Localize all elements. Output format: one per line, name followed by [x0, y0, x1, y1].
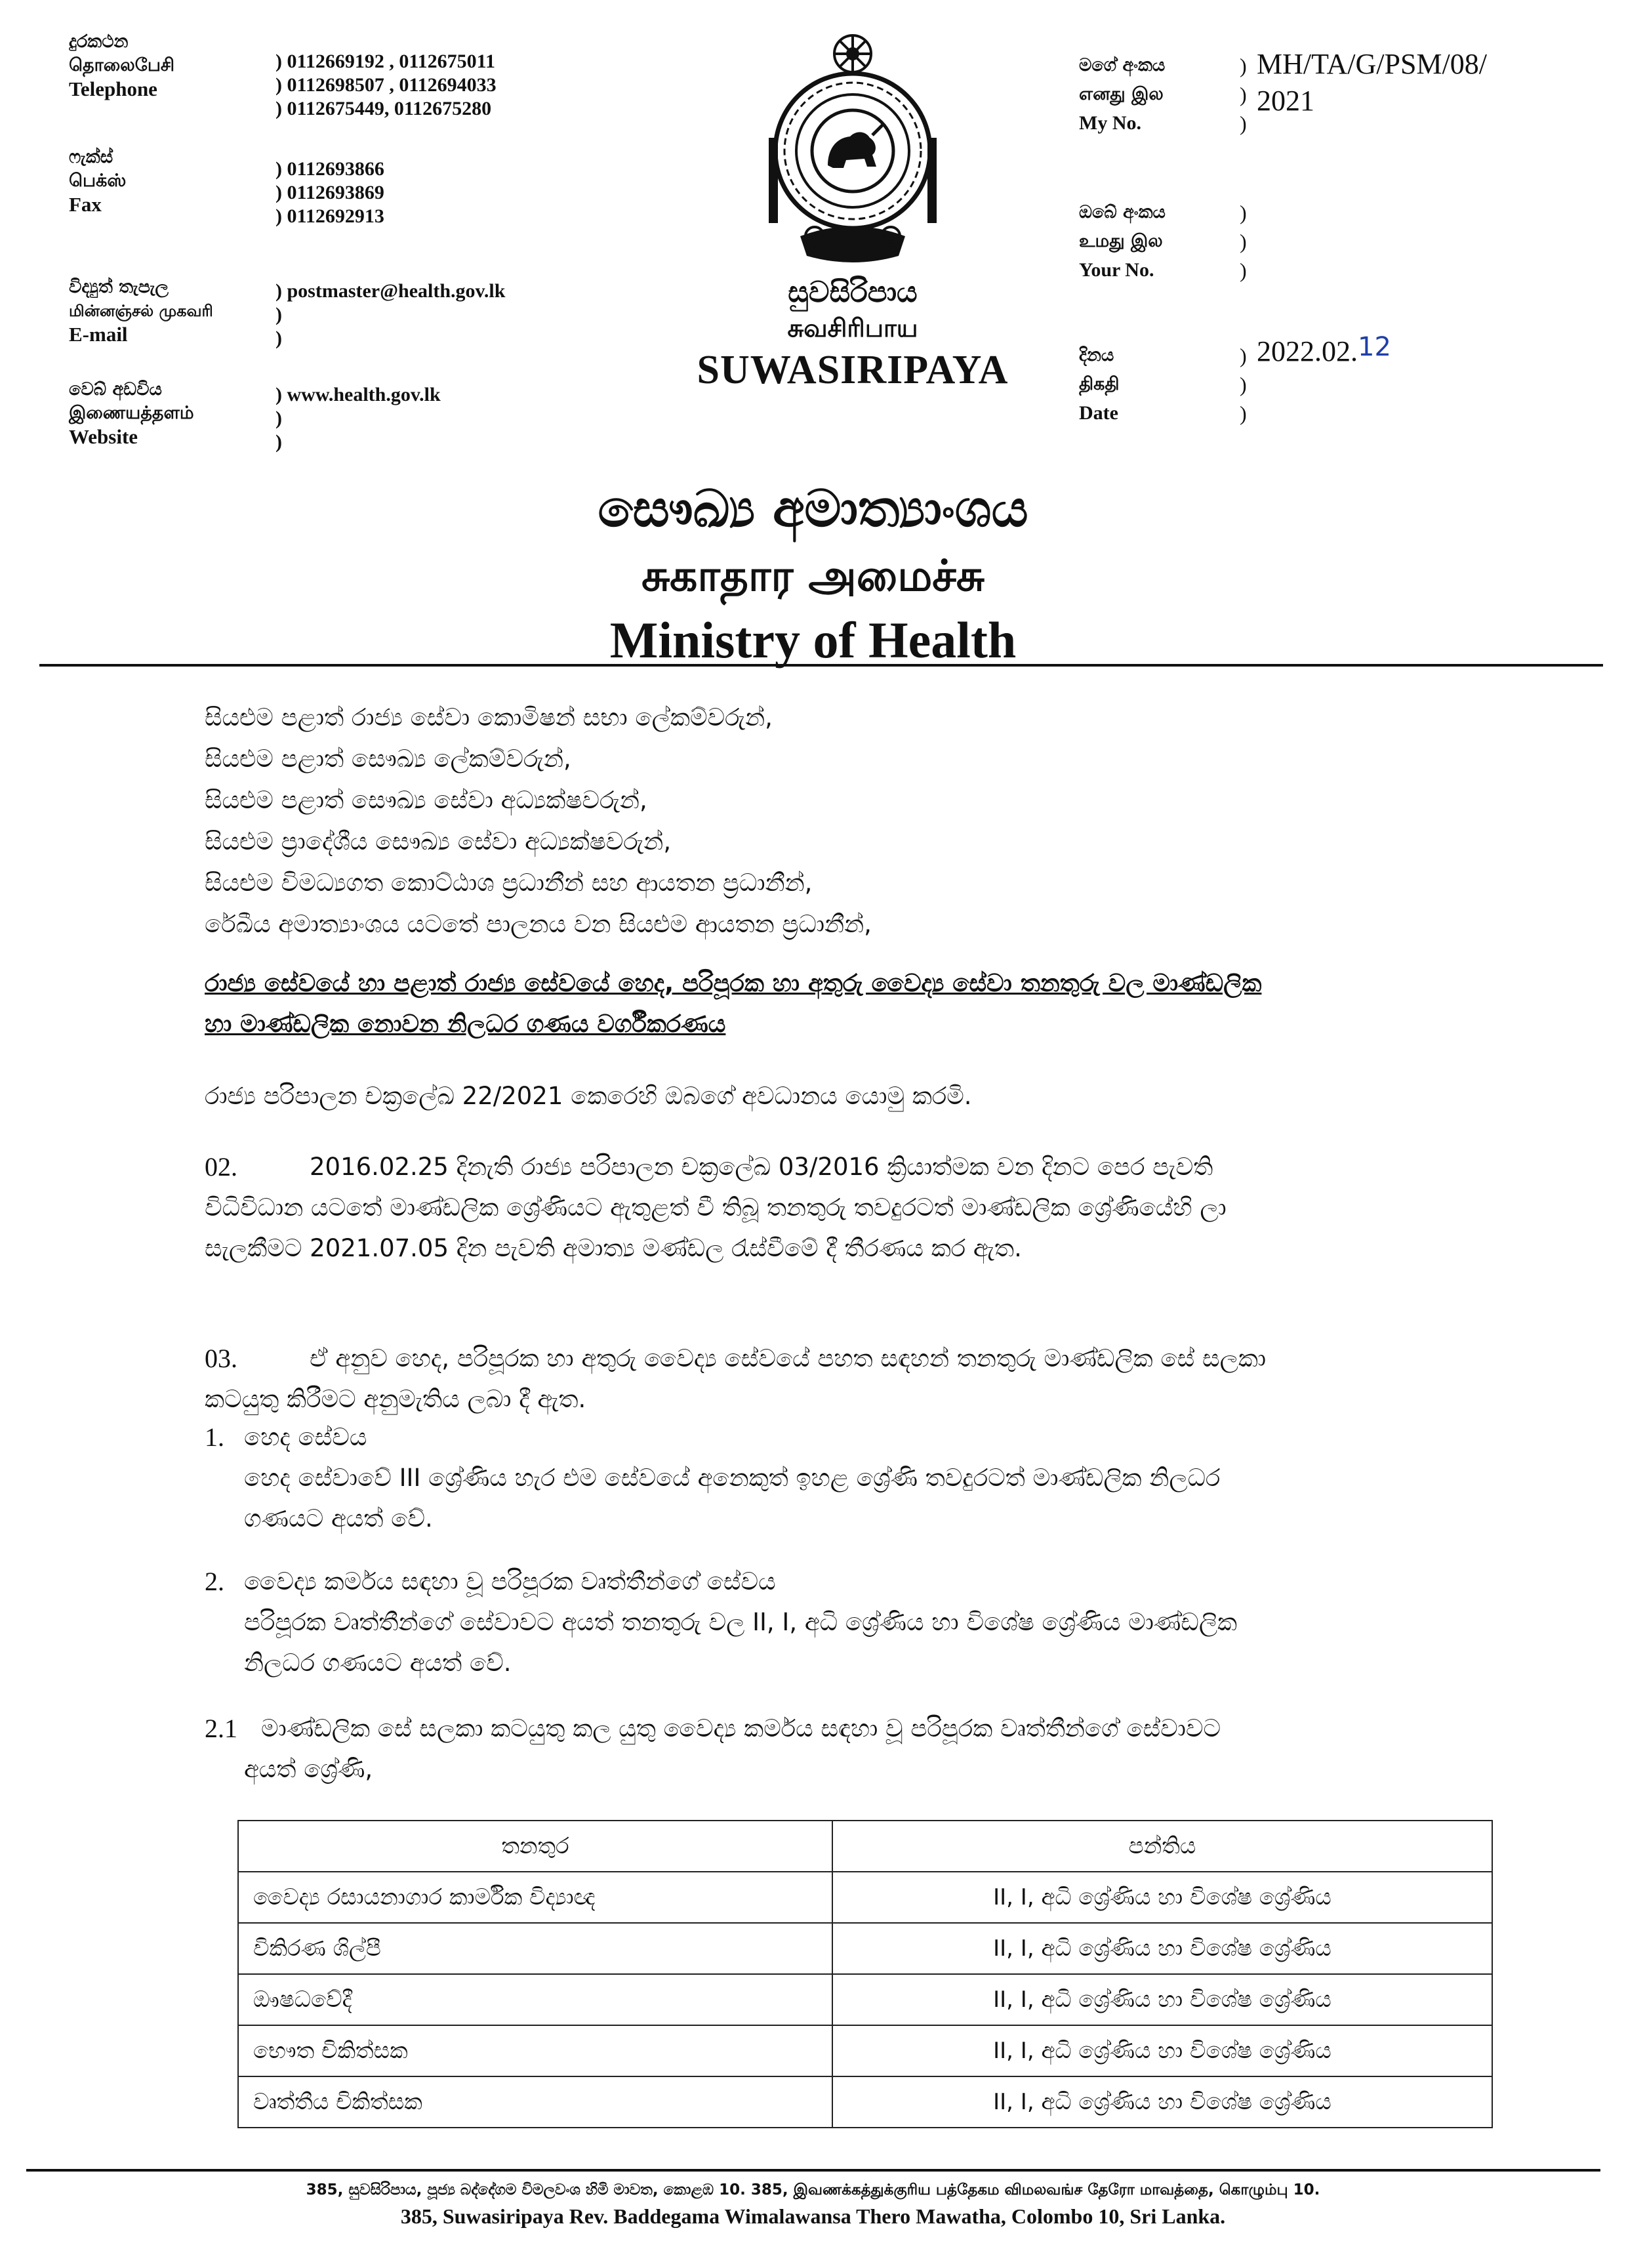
- my-no-label-ta: எனது இல: [1079, 84, 1164, 104]
- emblem-name-si: සුවසිරිපාය: [788, 276, 918, 309]
- post-cell: භෞත චිකිත්සක: [238, 2025, 832, 2076]
- addressee-line: සියළුම පළාත් රාජ්‍ය සේවා කොමිෂන් සභා ලේකම්වරුන්,: [205, 703, 773, 732]
- my-no-labels: [1079, 51, 1165, 138]
- fax-value-2: ) 0112693869: [275, 182, 384, 203]
- item-2: [244, 1561, 1477, 1683]
- item-1-number: 1.: [205, 1422, 224, 1452]
- para-03-number: 03.: [205, 1344, 237, 1373]
- subject-heading: [205, 963, 1477, 1044]
- fax-label-ta: பெக்ஸ்: [69, 171, 127, 191]
- paren: ): [1240, 230, 1247, 253]
- fax-values: [275, 157, 384, 228]
- your-no-label-en: Your No.: [1079, 259, 1154, 281]
- email-labels: [69, 276, 213, 346]
- fax-value-3: ) 0112692913: [275, 205, 384, 227]
- ministry-name-en: Ministry of Health: [609, 611, 1017, 669]
- emblem-name-ta: சுவசிரிபாய: [787, 314, 918, 342]
- date-value: [1257, 333, 1391, 371]
- column-header-grade: පන්තිය: [832, 1821, 1492, 1872]
- telephone-values: [275, 50, 497, 121]
- addressee-line: සියළුම පළාත් සෞඛ්‍ය සේවා අධ්‍යක්ෂවරුන්,: [205, 786, 647, 814]
- date-label-ta: திகதி: [1079, 374, 1120, 394]
- post-cell: වෛද්‍ය රසායනාගාර කාර්මික විද්‍යාඥ: [238, 1872, 832, 1923]
- item-2-1-line: මාණ්ඩලික සේ සලකා කටයුතු කල යුතු වෛද්‍ය කර්මය සඳහා වූ පරිපූරක වෘත්තීන්ගේ සේවාවට: [261, 1714, 1221, 1742]
- footer-address-si-ta: 385, සුවසිරිපාය, පූජ්‍ය බද්දේගම විමලවංශ හිමි මාවත, කොළඹ 10. 385, இவணக்கத்துக்குரிய பத்தேகம விமலவங்ச தேரோ மாவத்தை, கொழும்பு 10.: [306, 2181, 1320, 2198]
- paren: ): [1240, 54, 1247, 77]
- website-label-en: Website: [69, 425, 138, 448]
- email-values: [275, 279, 505, 350]
- email-value-1: ) postmaster@health.gov.lk: [275, 280, 506, 302]
- post-cell: ඖෂධවේදී: [238, 1974, 832, 2025]
- website-value-2: ): [275, 407, 282, 429]
- item-1-line: ගණයට අයත් වේ.: [244, 1504, 433, 1533]
- website-label-si: වෙබ් අඩවිය: [69, 379, 162, 400]
- paren: ): [1240, 201, 1247, 224]
- table-row: [238, 2025, 1492, 2076]
- para-03-line: කටයුතු කිරීමට අනුමැතිය ලබා දී ඇත.: [205, 1385, 586, 1413]
- addressee-line: සියළුම පළාත් සෞඛ්‍ය ලේකම්වරුන්,: [205, 745, 571, 773]
- date-value-handwritten: 12: [1358, 332, 1391, 362]
- post-cell: වෘත්තීය චිකිත්සක: [238, 2076, 832, 2128]
- ministry-title: [0, 474, 1626, 673]
- date-label-si: දිනය: [1079, 345, 1114, 365]
- your-no-label-si: ඔබේ අංකය: [1079, 202, 1166, 222]
- fax-value-1: ) 0112693866: [275, 158, 384, 180]
- website-label-ta: இணையத்தளம்: [69, 403, 194, 423]
- item-1-title: හෙද සේවය: [244, 1423, 367, 1451]
- paren: ): [1240, 112, 1247, 135]
- date-value-printed: 2022.02.: [1257, 335, 1358, 367]
- grades-table: [237, 1820, 1493, 2128]
- telephone-value-3: ) 0112675449, 0112675280: [275, 98, 492, 119]
- para-03-line: ඒ අනුව හෙද, පරිපූරක හා අතුරු වෛද්‍ය සේවයේ පහත සඳහන් තනතුරු මාණ්ඩලික සේ සලකා: [310, 1344, 1267, 1372]
- para-02-line: 2016.02.25 දිනැති රාජ්‍ය පරිපාලන චක්‍රලේඛ 03/2016 ක්‍රියාත්මක වන දිනට පෙර පැවති: [310, 1153, 1213, 1181]
- header-divider: [39, 664, 1603, 667]
- date-labels: [1079, 341, 1120, 428]
- telephone-labels: [69, 30, 174, 101]
- addressee-line: සියළුම ප්‍රාදේශීය සෞඛ්‍ය සේවා අධ්‍යක්ෂවරුන්,: [205, 827, 672, 856]
- paren: ): [1240, 402, 1247, 425]
- website-value-1: ) www.health.gov.lk: [275, 384, 441, 405]
- paren: ): [1240, 373, 1247, 396]
- grade-cell: II, I, අධි ශ්‍රේණිය හා විශේෂ ශ්‍රේණිය: [832, 1923, 1492, 1974]
- fax-label-en: Fax: [69, 193, 102, 216]
- email-value-3: ): [275, 327, 282, 349]
- table-row: [238, 1872, 1492, 1923]
- telephone-value-1: ) 0112669192 , 0112675011: [275, 51, 496, 72]
- item-2-line: නිලධර ගණයට අයත් වේ.: [244, 1649, 512, 1677]
- my-no-value-line1: MH/TA/G/PSM/08/: [1257, 48, 1487, 80]
- my-no-value-line2: 2021: [1257, 85, 1314, 117]
- paren: ): [1240, 83, 1247, 106]
- grade-cell: II, I, අධි ශ්‍රේණිය හා විශේෂ ශ්‍රේණිය: [832, 1872, 1492, 1923]
- para-02-line: සැලකීමට 2021.07.05 දින පැවති අමාත්‍ය මණ්ඩල රැස්වීමේ දී තීරණය කර ඇත.: [205, 1234, 1022, 1262]
- grades-table-wrapper: [237, 1820, 1493, 2128]
- item-2-line: පරිපූරක වෘත්තීන්ගේ සේවාවට අයත් තනතුරු වල II, I, අධි ශ්‍රේණිය හා විශේෂ ශ්‍රේණිය මාණ්ඩලික: [244, 1608, 1238, 1636]
- paren: ): [1240, 258, 1247, 282]
- subject-line: රාජ්‍ය සේවයේ හා පළාත් රාජ්‍ය සේවයේ හෙද, පරිපූරක හා අතුරු වෛද්‍ය සේවා තනතුරු වල මාණ්ඩලික: [205, 969, 1262, 997]
- footer-address-en: 385, Suwasiripaya Rev. Baddegama Wimalawansa Thero Mawatha, Colombo 10, Sri Lanka.: [400, 2204, 1226, 2228]
- intro-paragraph: රාජ්‍ය පරිපාලන චක්‍රලේඛ 22/2021 කෙරෙහි ඔබගේ අවධානය යොමු කරමි.: [205, 1082, 972, 1110]
- table-row: [238, 1974, 1492, 2025]
- ministry-name-ta: சுகாதார அமைச்சு: [641, 550, 985, 601]
- item-2-number: 2.: [205, 1567, 224, 1596]
- item-1: [244, 1417, 1477, 1539]
- item-2-title: වෛද්‍ය කර්මය සඳහා වූ පරිපූරක වෘත්තීන්ගේ සේවය: [244, 1567, 776, 1596]
- national-emblem: [754, 20, 951, 282]
- post-cell: විකිරණ ශිල්පී: [238, 1923, 832, 1974]
- email-label-ta: மின்னஞ்சல் முகவரி: [69, 302, 213, 320]
- email-label-si: විද්‍යුත් තැපැල: [69, 277, 169, 297]
- date-parens: [1240, 341, 1247, 428]
- telephone-value-2: ) 0112698507 , 0112694033: [275, 74, 497, 96]
- date-label-en: Date: [1079, 402, 1118, 424]
- your-no-labels: [1079, 198, 1166, 285]
- website-values: [275, 383, 441, 454]
- para-02: [205, 1147, 1477, 1269]
- fax-label-si: ෆැක්ස්: [69, 147, 113, 167]
- subject-line: හා මාණ්ඩලික නොවන නිලධර ගණය වර්ගීකරණය: [205, 1010, 726, 1038]
- my-no-label-en: My No.: [1079, 112, 1141, 134]
- website-labels: [69, 378, 194, 449]
- telephone-label-si: දුරකථන: [69, 31, 129, 52]
- addressee-list: [205, 697, 872, 945]
- my-no-value: [1257, 46, 1487, 119]
- footer-address: [0, 2177, 1626, 2229]
- para-02-number: 02.: [205, 1152, 237, 1182]
- para-03: [205, 1338, 1477, 1420]
- my-no-label-si: මගේ අංකය: [1079, 55, 1166, 75]
- my-no-parens: [1240, 51, 1247, 138]
- table-row: [238, 2076, 1492, 2128]
- footer-divider: [26, 2169, 1600, 2172]
- para-02-line: විධිවිධාන යටතේ මාණ්ඩලික ශ්‍රේණියට ඇතුළත් වී තිබූ තනතුරු තවදුරටත් මාණ්ඩලික ශ්‍රේණියේහි ලා: [205, 1193, 1227, 1222]
- addressee-line: සියළුම විමධ්‍යගත කොට්ඨාශ ප්‍රධානීන් සහ ආයතන ප්‍රධානීන්,: [205, 869, 813, 897]
- paren: ): [1240, 344, 1247, 367]
- table-header-row: [238, 1821, 1492, 1872]
- item-2-1-number: 2.1: [205, 1714, 237, 1743]
- fax-labels: [69, 146, 126, 216]
- item-2-1: [244, 1708, 1477, 1790]
- column-header-post: තනතුර: [238, 1821, 832, 1872]
- addressee-line: රේඛීය අමාත්‍යාංශය යටතේ පාලනය වන සියළුම ආයතන ප්‍රධානීන්,: [205, 910, 872, 938]
- emblem-caption: [695, 274, 1010, 395]
- telephone-label-en: Telephone: [69, 77, 157, 100]
- grade-cell: II, I, අධි ශ්‍රේණිය හා විශේෂ ශ්‍රේණිය: [832, 2025, 1492, 2076]
- item-1-line: හෙද සේවාවේ III ශ්‍රේණිය හැර එම සේවයේ අනෙකුත් ඉහළ ශ්‍රේණි තවදුරටත් මාණ්ඩලික නිලධර: [244, 1464, 1221, 1492]
- grade-cell: II, I, අධි ශ්‍රේණිය හා විශේෂ ශ්‍රේණිය: [832, 1974, 1492, 2025]
- emblem-icon: [754, 20, 951, 282]
- website-value-3: ): [275, 431, 282, 453]
- table-row: [238, 1923, 1492, 1974]
- telephone-label-ta: தொலைபேசி: [69, 55, 175, 75]
- ministry-name-si: සෞඛ්‍ය අමාත්‍යාංශය: [598, 480, 1028, 539]
- emblem-name-en: SUWASIRIPAYA: [697, 348, 1009, 392]
- item-2-1-line: අයත් ශ්‍රේණි,: [244, 1755, 373, 1783]
- your-no-parens: [1240, 198, 1247, 285]
- your-no-label-ta: உமது இல: [1079, 231, 1163, 251]
- grade-cell: II, I, අධි ශ්‍රේණිය හා විශේෂ ශ්‍රේණිය: [832, 2076, 1492, 2128]
- email-label-en: E-mail: [69, 323, 128, 346]
- email-value-2: ): [275, 304, 282, 325]
